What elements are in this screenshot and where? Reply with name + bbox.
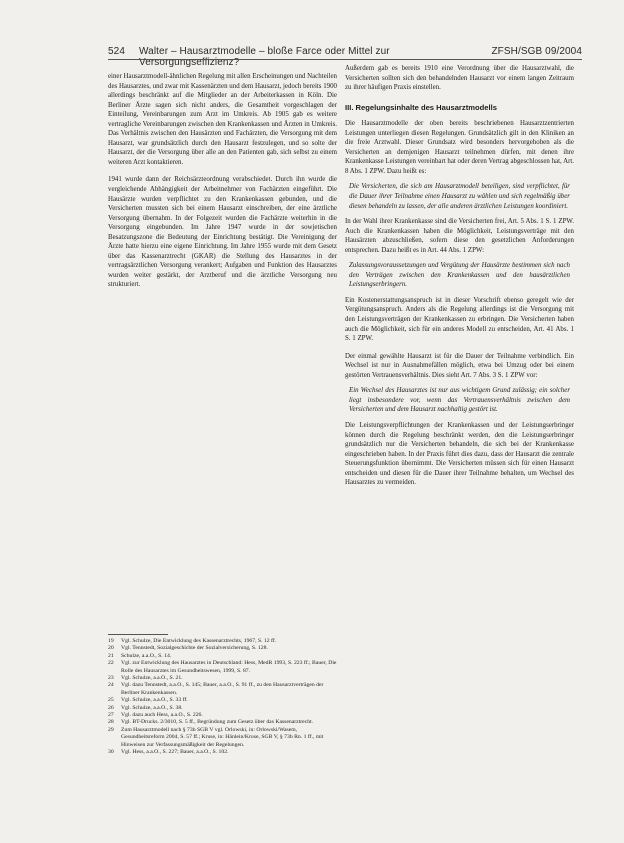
statute-quote: Die Versicherten, die sich am Hausarztmodell beteiligen, sind verpflichtet, für die Dauer ihrer Teilnahme einen Hausarzt zu wählen und sich regelmäßig über diesen behandeln zu lassen, der alle anderen ärztlichen Leistungen koordiniert. bbox=[349, 183, 570, 210]
journal-issue: ZFSH/SGB 09/2004 bbox=[491, 46, 582, 57]
footnote: 29 Zum Hausarztmodell nach § 73b SGB V vgl. Orlowski, in: Orlowski/Wasem, Gesundheitsreform 2004, S. 57 ff.; Kruse, in: Hänlein/Kruse, SGB V, § 73b Rn. 1 ff., mit Hinweisen zur Verfassungsmäßigkeit der Regelungen. bbox=[108, 726, 324, 748]
footnote: 25 Vgl. Schulze, a.a.O., S. 33 ff. bbox=[108, 697, 188, 704]
footnotes bbox=[108, 638, 337, 757]
page-number: 524 bbox=[108, 46, 125, 57]
body-paragraph: Ein Kostenerstattungsanspruch ist in dieser Vorschrift ebenso geregelt wie der Vergütungsanspruch. Anders als die Regelung allerdings ist die Versorgung mit den Leistungsverträgen der Krankenkassen zu erbringen. Die Versicherten haben auch die Möglichkeit, sich für ein anderes Modell zu entscheiden, Art. 41 Abs. 1 S. 1 ZPW. bbox=[345, 296, 574, 343]
body-paragraph: Der einmal gewählte Hausarzt ist für die Dauer der Teilnahme verbindlich. Ein Wechsel ist nur in Ausnahmefällen möglich, etwa bei Umzug oder bei einem gestörten Vertrauensverhältnis. Dies sieht Art. 7 Abs. 3 S. 1 ZPW vor: bbox=[345, 352, 574, 379]
footnote: 24 Vgl. dazu Tennstedt, a.a.O., S. 145; Bauer, a.a.O., S. 91 ff., zu den Hausarztverträgen der Berliner Krankenkassen. bbox=[108, 682, 324, 696]
section-heading: III. Regelungsinhalte des Hausarztmodells bbox=[345, 102, 497, 112]
footnote: 27 Vgl. dazu auch Hess, a.a.O., S. 226. bbox=[108, 712, 203, 719]
footnote: 23 Vgl. Schulze, a.a.O., S. 21. bbox=[108, 675, 183, 682]
statute-quote: Zulassungsvoraussetzungen und Vergütung der Hausärzte bestimmen sich nach den Verträgen zwischen den Krankenkassen und den hausärztlichen Leistungserbringern. bbox=[349, 262, 570, 289]
body-paragraph: In der Wahl ihrer Krankenkasse sind die Versicherten frei, Art. 5 Abs. 1 S. 1 ZPW. Auch die Krankenkassen haben die Möglichkeit, Leistungsverträge mit den Hausärzten abzuschließen, sofern diese den gesetzlichen Anforderungen entsprechen. Dazu heißt es in Art. 44 Abs. 1 ZPW: bbox=[345, 218, 574, 254]
footnote: 30 Vgl. Hess, a.a.O., S. 227; Bauer, a.a.O., S. 102. bbox=[108, 749, 229, 756]
header-divider bbox=[108, 59, 582, 60]
footnote: 22 Vgl. zur Entwicklung des Hausarztes in Deutschland: Hess, MedR 1993, S. 223 ff.; Bauer, Die Rolle des Hausarztes im Gesundheitswesen, 1999, S. 87. bbox=[108, 660, 337, 674]
footnote: 21 Schulze, a.a.O., S. 14. bbox=[108, 652, 172, 659]
body-paragraph: Die Hausarztmodelle der oben bereits beschriebenen Hausarztzentrierten Leistungen unterliegen diesen Regelungen. Grundsätzlich gilt in den Kliniken an die freie Arztwahl. Dieser Grundsatz wird besonders hervorgehoben als die Versicherten an demjenigen Hausarzt teilnehmen dürfen, mit denen ihre Krankenkasse Leistungen vereinbart hat oder deren Vertrag abgeschlossen hat, Art. 8 Abs. 1 ZPW. Dazu heißt es: bbox=[345, 120, 574, 175]
right-column bbox=[345, 64, 574, 491]
footnote: 19 Vgl. Schulze, Die Entwicklung des Kassenarztrechts, 1967, S. 12 ff. bbox=[108, 638, 277, 644]
body-paragraph: einer Hausarztmodell-ähnlichen Regelung mit allen Erscheinungen und Nachteilen des Hausarztes, und zwar mit Kassenärzten und dem Hausarzt, jedoch bereits 1900 allerdings beschränkt auf die Mitglieder an der Arbeiterkassen in Köln. Die Berliner Ärzte sagen sich nicht anders, die Gesamtheit vorgeschlagen der Einteilung, Vereinbarungen zum Arzt im Umkreis. Ab 1905 gab es weitere vertragliche Vereinbarungen zwischen den Krankenkassen und Ärzten in Umkreis. Das Verhältnis zwischen den Hausärzten und Fachärzten, die Versorgung mit dem Hausarzt, war grundsätzlich durch den Hausarzt festzulegen, und so solte der Hausarzt, der die Versorgung über alle an den Patienten gab, sich selbst zu einem weiteren Arzt kontaktieren. bbox=[108, 73, 337, 166]
footnote-divider bbox=[108, 634, 168, 635]
body-paragraph: Außerdem gab es bereits 1910 eine Verordnung über die Hausarztwahl, die Versicherten sollten sich den behandelnden Hausarzt vor einem langen Zeitraum zu ihrer häufigen Praxis einstellen. bbox=[345, 65, 574, 92]
body-paragraph: 1941 wurde dann der Reichsärzteordnung verabschiedet. Durch ihn wurde die vergleichende Abhängigkeit der Arbeitnehmer von Fachärzten eingeführt. Die Hausärzte wurden verpflichtet zu den Krankenkassen gebunden, und die Versicherten mussten sich bei einem Hausarzt einschreiben, der eine ärztliche Versorgung übernahm. In der Folgezeit wurden die Fachärzte weiterhin in die Versorgung eingebunden. Im Jahre 1947 wurde in der sowjetischen Besatzungszone die Bedeutung der Einrichtung bestätigt. Die Vereinigung der Ärzte hatte hierzu eine eigene Einrichtung. Im Jahre 1955 wurde mit dem Gesetz über das Kassenarztrecht (GKAR) die Stellung des Hausarztes in der vertragsärztlichen Versorgung verankert; Aufgaben und Funktion des Hausarztes wurden weiter gestärkt, der Arztberuf und die ärztliche Versorgung neu strukturiert. bbox=[108, 176, 337, 289]
footnote: 26 Vgl. Schulze, a.a.O., S. 38. bbox=[108, 704, 183, 711]
body-paragraph: Die Leistungsverpflichtungen der Krankenkassen und der Leistungserbringer können durch die Regelung beschränkt werden, den die Leistungserbringer grundsätzlich nur die Versicherten behandeln, die sich bei der Krankenkasse eingeschrieben haben. In der Praxis führt dies dazu, dass der Hausarzt die zentrale Steuerungsfunktion übernimmt. Die Versicherten müssen sich für einen Hausarzt entscheiden und diesen für die Dauer ihrer Teilnahme behalten, um Wechsel des Hausarztes zu vermeiden. bbox=[345, 421, 574, 487]
statute-quote: Ein Wechsel des Hausarztes ist nur aus wichtigem Grund zulässig; ein solcher liegt insbesondere vor, wenn das Vertrauensverhältnis zwischen dem Versicherten und dem Hausarzt nachhaltig gestört ist. bbox=[349, 387, 570, 414]
footnote: 20 Vgl. Tennstedt, Sozialgeschichte der Sozialversicherung, S. 128. bbox=[108, 645, 268, 652]
running-title: Walter – Hausarztmodelle – bloße Farce oder Mittel zur Versorgungseffizienz? bbox=[139, 46, 390, 68]
footnote: 28 Vgl. BT-Drucks. 2/3010, S. 5 ff., Begründung zum Gesetz über das Kassenarztrecht. bbox=[108, 719, 314, 726]
left-column bbox=[108, 72, 337, 293]
